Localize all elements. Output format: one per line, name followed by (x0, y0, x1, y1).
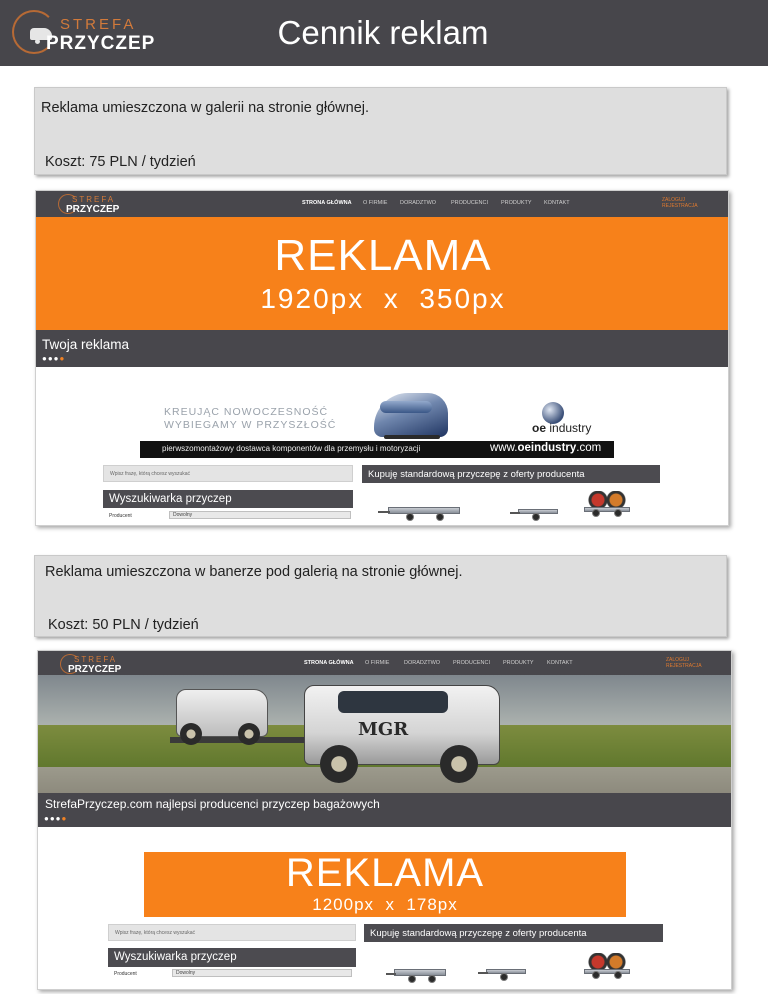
nav-producers[interactable]: PRODUCENCI (453, 660, 490, 666)
oe-url-prefix: www. (490, 442, 518, 454)
site-logo-top: STREFA (74, 655, 118, 664)
gallery-caption-bar (38, 793, 732, 827)
login-link[interactable]: ZALOGUJ (662, 197, 686, 203)
buy-standard-trailer-bar[interactable]: Kupuję standardową przyczepę z oferty producenta (364, 924, 663, 942)
producer-label: Producent (114, 971, 137, 977)
oe-brand (532, 421, 591, 435)
nav-producers[interactable]: PRODUCENCI (451, 200, 488, 206)
oe-url-suffix: .com (576, 442, 602, 454)
login-link[interactable]: ZALOGUJ (666, 657, 690, 663)
page-title: Cennik reklam (277, 14, 489, 51)
site-navbar (36, 191, 728, 217)
nav-contact[interactable]: KONTAKT (547, 660, 573, 666)
producer-select[interactable] (172, 969, 352, 977)
site-search-input[interactable]: Wpisz frazę, którą chcesz wyszukać (103, 465, 353, 482)
nav-advice[interactable]: DORADZTWO (404, 660, 441, 666)
site-logo-bottom: PRZYCZEP (68, 664, 122, 675)
gallery-dot[interactable]: ●●● (44, 814, 62, 823)
ad-placeholder-size: 1920px x 350px (260, 283, 506, 314)
trailer-search-title: Wyszukiwarka przyczep (103, 490, 353, 508)
register-link[interactable]: REJESTRACJA (666, 663, 702, 669)
gallery-ad-preview (35, 190, 729, 526)
site-search-input[interactable]: Wpisz frazę, którą chcesz wyszukać (108, 924, 356, 941)
oe-vehicle-image (374, 393, 448, 437)
banner-placeholder-size: 1200px x 178px (312, 895, 458, 914)
buy-standard-trailer-bar[interactable]: Kupuję standardową przyczepę z oferty producenta (362, 465, 660, 483)
producer-select-value: Dowolny (173, 512, 193, 518)
site-logo-top: STREFA (72, 195, 116, 204)
trailer-search-title: Wyszukiwarka przyczep (108, 948, 356, 967)
gallery-caption: StrefaPrzyczep.com najlepsi producenci przyczep bagażowych (45, 797, 380, 811)
offer-banner-info-box (34, 555, 727, 637)
site-navbar (38, 651, 731, 677)
gallery-dot[interactable]: ●●● (42, 354, 60, 363)
oe-tagline: pierwszomontażowy dostawca komponentów dla przemysłu i motoryzacji (162, 444, 421, 453)
nav-home[interactable]: STRONA GŁÓWNA (302, 200, 352, 206)
nav-home[interactable]: STRONA GŁÓWNA (304, 660, 354, 666)
offer-banner-description: Reklama umieszczona w banerze pod galerią na stronie głównej. (45, 564, 463, 580)
oe-slogan-line2: WYBIEGAMY W PRZYSZŁOŚĆ (164, 419, 337, 431)
logo-brand-bottom: PRZYCZEP (46, 33, 156, 54)
nav-advice[interactable]: DORADZTWO (400, 200, 437, 206)
producer-select[interactable] (169, 511, 351, 519)
gallery-dots[interactable] (44, 814, 67, 823)
ad-placeholder-title: REKLAMA (274, 231, 492, 280)
gallery-dots[interactable] (42, 354, 65, 363)
oe-brand-bold: oe (532, 421, 547, 435)
producer-label: Producent (109, 513, 132, 519)
wheel (180, 723, 202, 745)
page-header (0, 0, 768, 66)
nav-login[interactable] (662, 197, 698, 209)
nav-about[interactable]: O FIRMIE (365, 660, 390, 666)
banner-ad-placeholder (144, 852, 626, 917)
logo-brand-top: STREFA (60, 16, 137, 33)
nav-login[interactable] (666, 657, 702, 669)
car-sponsor-logo: MGR (358, 719, 409, 740)
wheel (320, 745, 358, 783)
nav-contact[interactable]: KONTAKT (544, 200, 570, 206)
offer-banner-cost: Koszt: 50 PLN / tydzień (48, 617, 199, 633)
oe-slogan (164, 406, 336, 432)
offer-gallery-info-box (34, 87, 727, 175)
nav-products[interactable]: PRODUKTY (501, 200, 532, 206)
wheel (238, 723, 260, 745)
offer-gallery-description: Reklama umieszczona w galerii na stronie głównej. (41, 100, 370, 116)
gallery-dot-active[interactable]: ● (59, 354, 66, 363)
gallery-caption-bar (36, 330, 729, 367)
oe-url[interactable] (490, 442, 601, 454)
oe-url-bold: oeindustry (517, 442, 577, 454)
gallery-caption: Twoja reklama (42, 337, 130, 352)
nav-products[interactable]: PRODUKTY (503, 660, 534, 666)
offer-gallery-cost: Koszt: 75 PLN / tydzień (45, 154, 196, 170)
oe-brand-rest: industry (546, 421, 592, 435)
nav-about[interactable]: O FIRMIE (363, 200, 388, 206)
gallery-dot-active[interactable]: ● (61, 814, 68, 823)
register-link[interactable]: REJESTRACJA (662, 203, 698, 209)
car-windows (338, 691, 448, 713)
banner-ad-preview (37, 650, 732, 990)
oe-tagline-band (140, 441, 614, 458)
site-logo-bottom: PRZYCZEP (66, 204, 120, 215)
gallery-ad-placeholder (36, 217, 729, 330)
gallery-photo-offroad-cars (38, 675, 732, 796)
producer-select-value: Dowolny (176, 970, 196, 976)
banner-placeholder-title: REKLAMA (285, 851, 485, 895)
wheel (440, 745, 478, 783)
oe-slogan-line1: KREUJĄC NOWOCZESNOŚĆ (164, 406, 329, 418)
